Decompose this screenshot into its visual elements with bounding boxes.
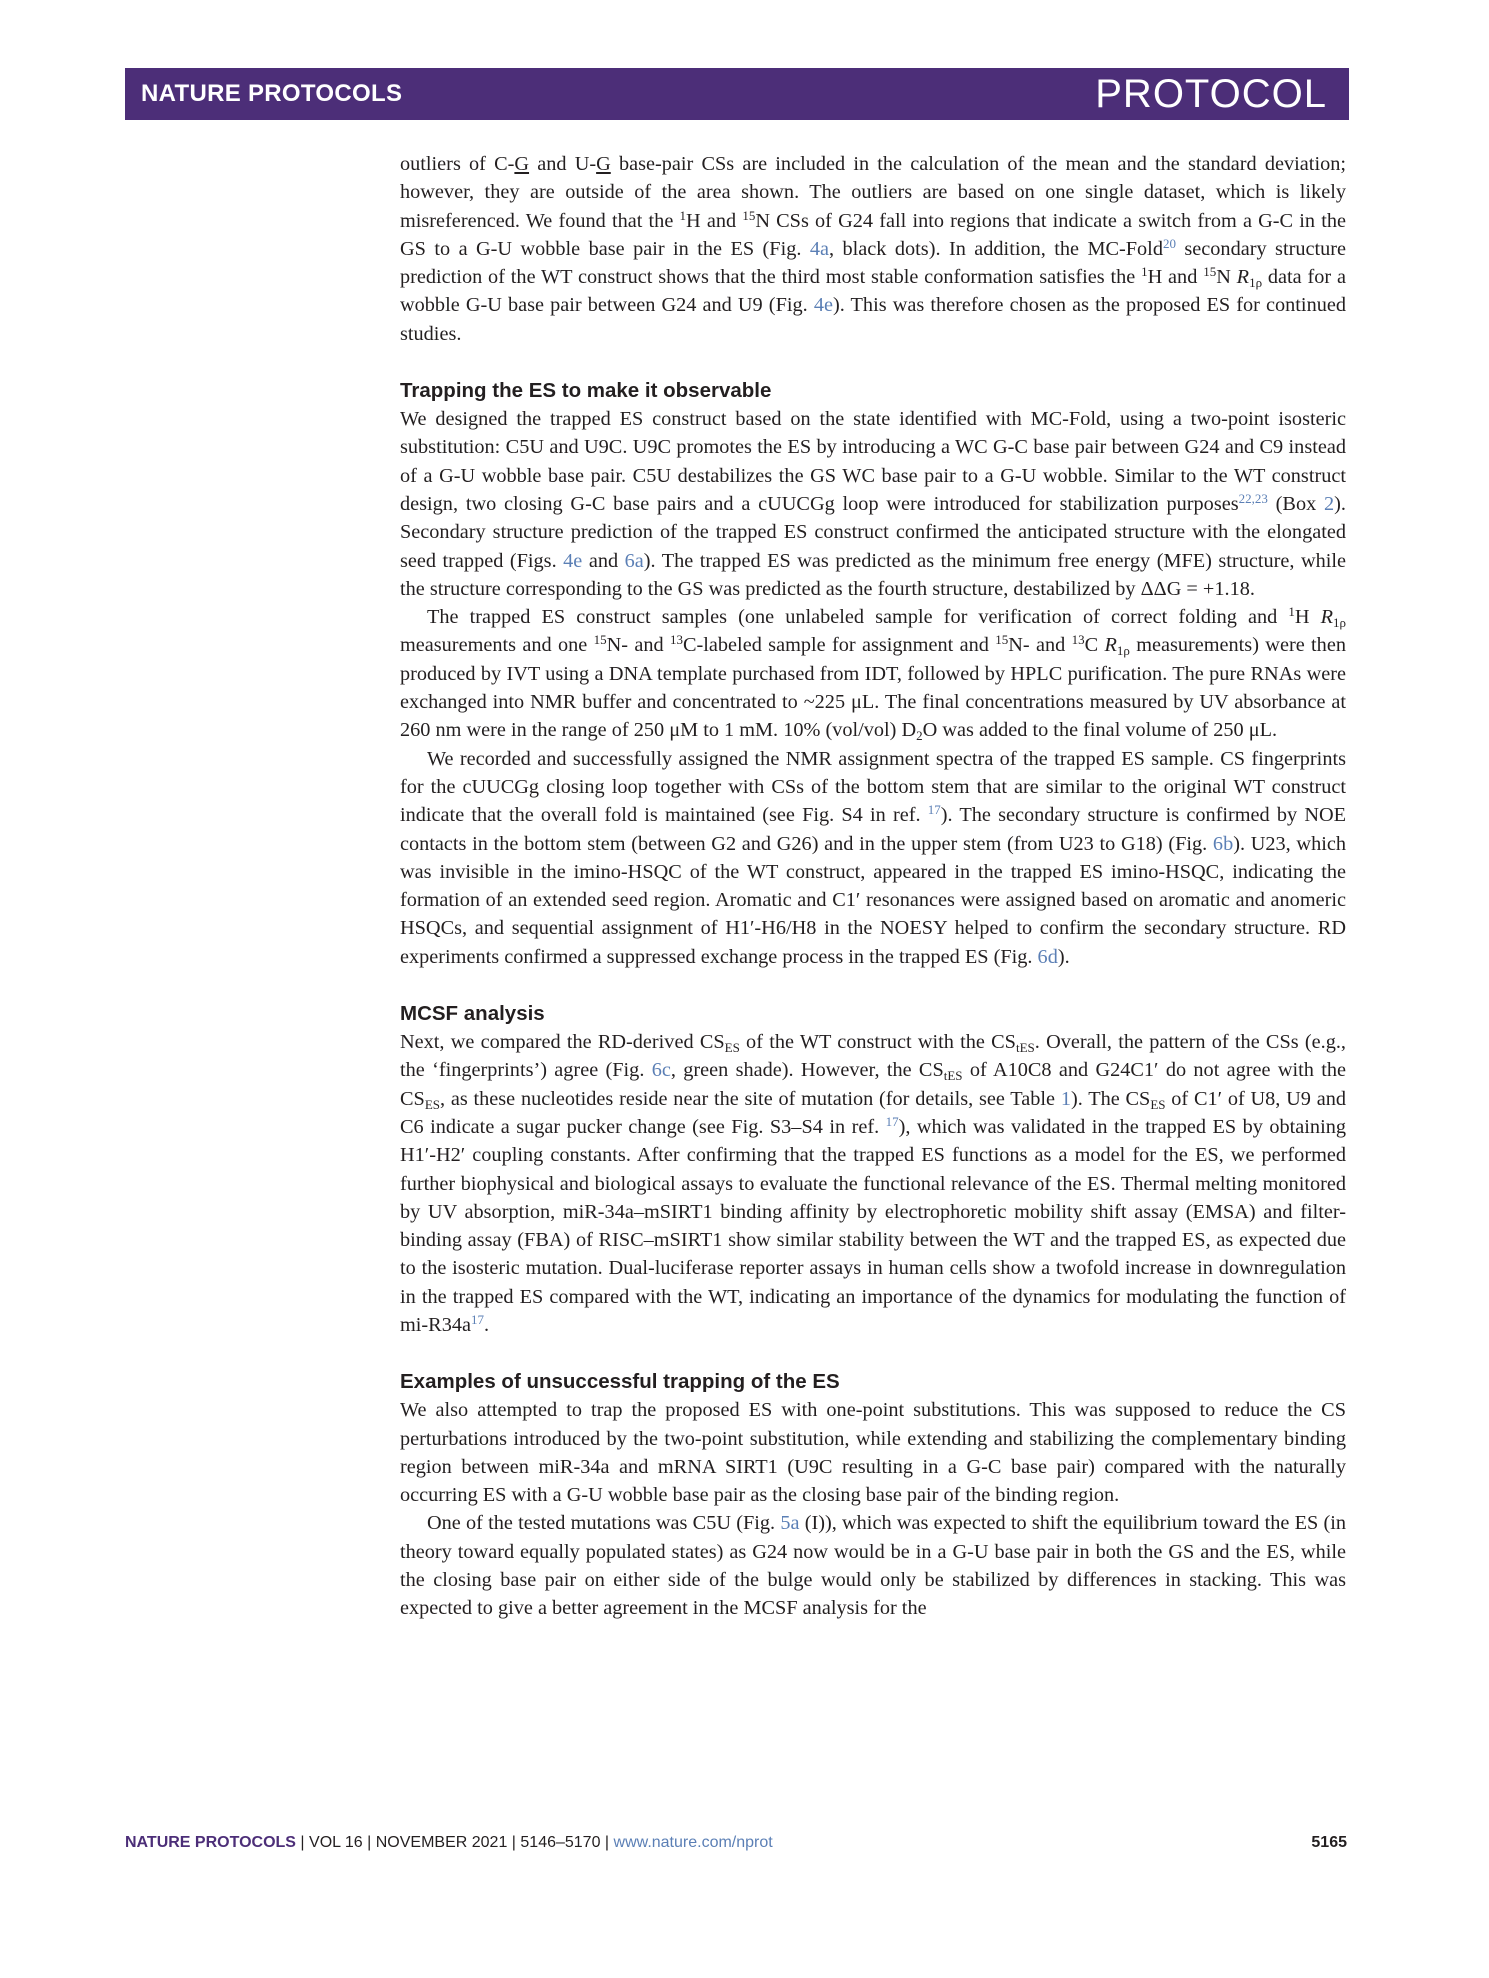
figure-link-6a[interactable]: 6a — [624, 549, 644, 572]
paragraph: We recorded and successfully assigned the NMR assignment spectra of the trapped ES sample. CS fingerprints for the cUUCGg closing loop together with CSs of the bottom stem that are similar to the original WT construct indicate that the overall fold is maintained (see Fig. S4 in ref. $^{17}$). The secondary structure is confirmed by NOE contacts in the bottom stem (between G2 and G26) and in the upper stem (from U23 to G18) (Fig. 6b). U23, which was invisible in the imino-HSQC of the WT construct, appeared in the trapped ES imino-HSQC, indicating the formation of an extended seed region. Aromatic and C1′ resonances were assigned based on aromatic and anomeric HSQCs, and sequential assignment of H1′-H6/H8 in the NOESY helped to confirm the secondary structure. RD experiments confirmed a suppressed exchange process in the trapped ES (Fig. 6d). — [400, 747, 1347, 968]
figure-link-4e[interactable]: 4e — [813, 294, 833, 317]
paragraph: We designed the trapped ES construct based on the state identified with MC-Fold, using a two-point isosteric substitution: C5U and U9C. U9C promotes the ES by introducing a WC G-C base pair between G24 and C9 instead of a G-U wobble base pair. C5U destabilizes the GS WC base pair to a G-U wobble. Similar to the WT construct design, two closing G-C base pairs and a cUUCGg loop were introduced for stabilization purposes$^{22,23}$ (Box 2). Secondary structure prediction of the trapped ES construct confirmed the anticipated structure with the elongated seed trapped (Figs. 4e and 6a). The trapped ES was predicted as the minimum free energy (MFE) structure, while the structure corresponding to the GS was predicted as the fourth structure, destabilized by ΔΔG = +1.18. — [400, 408, 1346, 600]
citation-17[interactable]: 17 — [927, 802, 941, 818]
figure-link-6d[interactable]: 6d — [1037, 945, 1058, 968]
box-link-2[interactable]: 2 — [1324, 492, 1335, 515]
figure-link-5a[interactable]: 5a — [780, 1512, 800, 1535]
section-heading-mcsf: MCSF analysis — [400, 1002, 545, 1026]
table-link-1[interactable]: 1 — [1060, 1087, 1071, 1110]
section-heading-unsuccessful: Examples of unsuccessful trapping of the ES — [400, 1370, 840, 1394]
page-header — [125, 68, 1349, 120]
paragraph: The trapped ES construct samples (one unlabeled sample for verification of correct folding and $^1$H $R_{1\rho}$ measurements and one $^{15}$N- and $^{13}$C-labeled sample for assignment and $^{15}$N- and $^{13}$C $R_{1\rho}$ measurements) were then produced by IVT using a DNA template purchased from IDT, followed by HPLC purification. The pure RNAs were exchanged into NMR buffer and concentrated to ~225 μL. The final concentrations measured by UV absorbance at 260 nm were in the range of 250 μM to 1 mM. 10% (vol/vol) $D_2O$ was added to the final volume of 250 μL. — [400, 604, 1346, 744]
page-number: 5165 — [1311, 1834, 1347, 1851]
paragraph-continued: outliers of C-G and U-G base-pair CSs are included in the calculation of the mean and the standard deviation; however, they are outside of the area shown. The outliers are based on one single dataset, which is likely misreferenced. We found that the $^1$H and $^{15}$N CSs of G24 fall into regions that indicate a switch from a G-C in the GS to a G-U wobble base pair in the ES (Fig. 4a, black dots). In addition, the MC-Fold$^{20}$ secondary structure prediction of the WT construct shows that the third most stable conformation satisfies the $^1$H and $^{15}$N $R_{1\rho}$ data for a wobble G-U base pair between G24 and U9 (Fig. 4e). This was therefore chosen as the proposed ES for continued studies. — [400, 153, 1347, 345]
citation-20[interactable]: 20 — [1162, 235, 1176, 251]
citation-17[interactable]: 17 — [885, 1113, 899, 1129]
section-heading-trapping: Trapping the ES to make it observable — [400, 379, 772, 403]
paragraph: Next, we compared the RD-derived $CS_{ES}$ of the WT construct with the $CS_{tES}$. Overall, the pattern of the CSs (e.g., the ‘fingerprints’) agree (Fig. 6c, green shade). However, the $CS_{tES}$ of A10C8 and G24C1′ do not agree with the $CS_{ES}$, as these nucleotides reside near the site of mutation (for details, see Table 1). The $CS_{ES}$ of C1′ of U8, U9 and C6 indicate a sugar pucker change (see Fig. S3–S4 in ref. $^{17}$), which was validated in the trapped ES by obtaining H1′-H2′ coupling constants. After confirming that the trapped ES functions as a model for the ES, we performed further biophysical and biological assays to evaluate the functional relevance of the ES. Thermal melting monitored by UV absorption, miR-34a–mSIRT1 binding affinity by electrophoretic mobility shift assay (EMSA) and filter-binding assay (FBA) of RISC–mSIRT1 show similar stability between the WT and the trapped ES, as expected due to the isosteric mutation. Dual-luciferase reporter assays in human cells show a twofold increase in downregulation in the trapped ES compared with the WT, indicating an importance of the dynamics for modulating the function of mi-R34a$^{17}$. — [400, 1031, 1347, 1336]
article-body — [400, 150, 1346, 1623]
citation-22-23[interactable]: 22,23 — [1238, 490, 1268, 506]
paragraph: We also attempted to trap the proposed ES with one-point substitutions. This was supposed to reduce the CS perturbations introduced by the two-point substitution, while extending and stabilizing the complementary binding region between miR-34a and mRNA SIRT1 (U9C resulting in a G-C base pair) compared with the naturally occurring ES with a G-U wobble base pair as the closing base pair of the binding region. — [400, 1399, 1346, 1507]
journal-url-link[interactable]: www.nature.com/nprot — [613, 1834, 773, 1851]
figure-link-4a[interactable]: 4a — [809, 237, 830, 260]
figure-link-6c[interactable]: 6c — [651, 1059, 671, 1082]
paragraph: One of the tested mutations was C5U (Fig. 5a (I)), which was expected to shift the equilibrium toward the ES (in theory toward equally populated states) as G24 now would be in a G-U base pair in both the GS and the ES, while the closing base pair on either side of the bulge would only be stabilized by differences in stacking. This was expected to give a better agreement in the MCSF analysis for the — [400, 1512, 1347, 1620]
section-label: PROTOCOL — [1095, 71, 1327, 116]
journal-name: NATURE PROTOCOLS — [141, 80, 403, 107]
figure-link-6b[interactable]: 6b — [1212, 832, 1234, 855]
citation-17[interactable]: 17 — [470, 1311, 484, 1327]
footer-citation: NATURE PROTOCOLS | VOL 16 | NOVEMBER 2021 | 5146–5170 | www.nature.com/nprot — [125, 1834, 773, 1851]
figure-link-4e[interactable]: 4e — [563, 549, 583, 572]
